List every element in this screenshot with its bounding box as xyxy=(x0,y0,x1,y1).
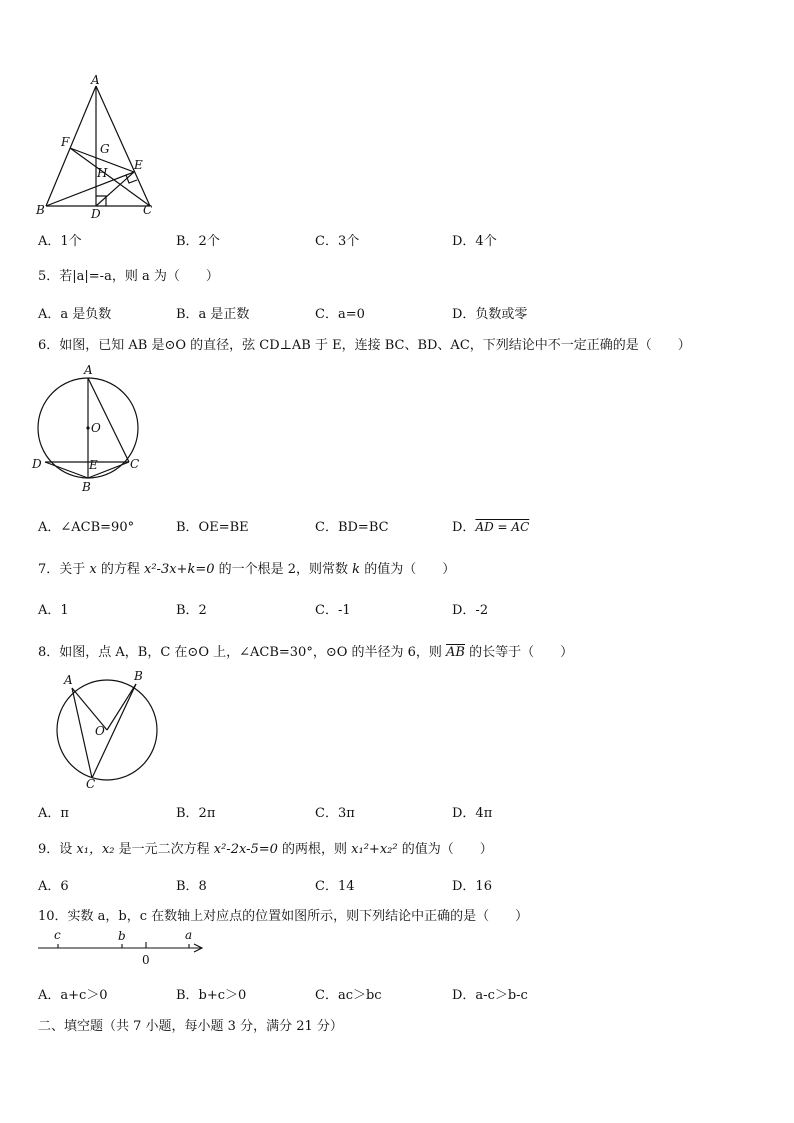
q6-circle-figure xyxy=(30,360,145,495)
segment-BE xyxy=(46,172,134,206)
q8-circle-figure xyxy=(50,668,162,790)
q10-number-line xyxy=(34,926,214,970)
q4-option-c: C．3个 xyxy=(315,234,360,249)
q4-label-A: A xyxy=(91,74,100,87)
q7-option-b: B．2 xyxy=(176,603,207,618)
q9-option-b: B．8 xyxy=(176,879,207,894)
segment-AC xyxy=(88,378,129,462)
q9-option-d: D．16 xyxy=(452,879,492,894)
segment-FC xyxy=(70,148,150,206)
q7-option-a: A．1 xyxy=(38,603,69,618)
q8-arc: $\overline{AB}$ xyxy=(446,645,465,660)
q8-label-C: C xyxy=(86,777,96,790)
q4-option-d: D．4个 xyxy=(452,234,497,249)
q5-option-a: A．a 是负数 xyxy=(38,307,112,322)
q7-stem-prefix: 7．关于 xyxy=(38,562,90,577)
q9-expr: x₁²+x₂² xyxy=(351,842,398,857)
q6-option-a: A．∠ACB=90° xyxy=(38,520,135,535)
q4-triangle-figure xyxy=(30,74,165,222)
q6-label-O: O xyxy=(91,421,101,435)
q10-label-a: a xyxy=(185,928,193,942)
q8-label-A: A xyxy=(64,673,73,687)
q9-option-c: C．14 xyxy=(315,879,355,894)
q10-option-c: C．ac＞bc xyxy=(315,988,382,1003)
q8-stem xyxy=(38,641,573,660)
q6-option-d-math: AD = AC xyxy=(475,520,530,534)
q5-option-d: D．负数或零 xyxy=(452,307,528,322)
q4-label-B: B xyxy=(36,203,45,217)
edge-AB xyxy=(46,86,96,206)
q6-label-A: A xyxy=(84,363,93,377)
segment-BD xyxy=(45,462,88,478)
q8-stem-prefix: 8．如图，点 A，B，C 在⊙O 上，∠ACB=30°，⊙O 的半径为 6，则 xyxy=(38,645,447,660)
right-angle-E xyxy=(126,175,137,183)
q8-label-O: O xyxy=(95,724,105,738)
q8-stem-suffix: 的长等于（ ） xyxy=(465,645,574,660)
q4-label-C: C xyxy=(143,203,153,217)
q10-option-b: B．b+c＞0 xyxy=(176,988,247,1003)
q6-label-C: C xyxy=(130,457,140,471)
q9-equation: x²-2x-5=0 xyxy=(213,842,278,857)
q6-option-d-letter: D． xyxy=(452,520,476,535)
center-dot xyxy=(86,426,89,429)
q9-option-a: A．6 xyxy=(38,879,69,894)
q10-label-zero: 0 xyxy=(142,953,150,967)
q4-label-H: H xyxy=(97,166,108,180)
q4-label-E: E xyxy=(134,158,143,172)
q7-stem-mid2: 的一个根是 2，则常数 xyxy=(214,562,353,577)
q6-stem: 6．如图，已知 AB 是⊙O 的直径，弦 CD⊥AB 于 E，连接 BC、BD、AC，下列结论中不一定正确的是（ ） xyxy=(38,338,691,353)
q7-equation: x²-3x+k=0 xyxy=(144,562,215,577)
q10-stem: 10．实数 a，b，c 在数轴上对应点的位置如图所示，则下列结论中正确的是（ ） xyxy=(38,909,529,924)
q9-vars: x₁，x₂ xyxy=(76,842,115,857)
q4-option-b: B．2个 xyxy=(176,234,220,249)
q9-stem-mid: 是一元二次方程 xyxy=(114,842,214,857)
q6-option-d xyxy=(452,516,529,535)
q10-option-d: D．a-c＞b-c xyxy=(452,988,528,1003)
q6-label-D: D xyxy=(32,457,42,471)
q6-option-b: B．OE=BE xyxy=(176,520,249,535)
q5-stem: 5．若|a|=-a，则 a 为（ ） xyxy=(38,269,219,284)
q7-stem xyxy=(38,558,455,577)
q4-option-a: A．1个 xyxy=(38,234,82,249)
q9-stem-prefix: 9．设 xyxy=(38,842,77,857)
q5-option-b: B．a 是正数 xyxy=(176,307,250,322)
q9-stem xyxy=(38,838,493,857)
q6-option-c: C．BD=BC xyxy=(315,520,389,535)
segment-CA xyxy=(72,688,92,778)
q8-option-b: B．2π xyxy=(176,806,216,821)
q8-option-d: D．4π xyxy=(452,806,493,821)
q7-var-x: x xyxy=(89,562,97,577)
q10-label-b: b xyxy=(118,929,126,943)
q5-option-c: C．a=0 xyxy=(315,307,365,322)
segment-OB xyxy=(107,684,136,730)
section2-heading: 二、填空题（共 7 小题，每小题 3 分，满分 21 分） xyxy=(38,1019,343,1034)
q7-stem-suffix: 的值为（ ） xyxy=(360,562,456,577)
q4-label-G: G xyxy=(100,142,110,156)
q9-stem-suffix: 的值为（ ） xyxy=(397,842,493,857)
q10-label-c: c xyxy=(54,928,61,942)
q6-label-E: E xyxy=(89,458,98,472)
q4-label-F: F xyxy=(61,135,70,149)
q7-option-d: D．-2 xyxy=(452,603,489,618)
q8-option-c: C．3π xyxy=(315,806,355,821)
q8-option-a: A．π xyxy=(38,806,69,821)
q7-option-c: C．-1 xyxy=(315,603,351,618)
q4-label-D: D xyxy=(91,207,101,221)
q6-label-B: B xyxy=(82,480,91,494)
q7-var-k: k xyxy=(352,562,361,577)
q7-stem-mid: 的方程 xyxy=(96,562,145,577)
q8-label-B: B xyxy=(134,669,143,683)
q10-option-a: A．a+c＞0 xyxy=(38,988,108,1003)
q9-stem-mid2: 的两根，则 xyxy=(277,842,352,857)
